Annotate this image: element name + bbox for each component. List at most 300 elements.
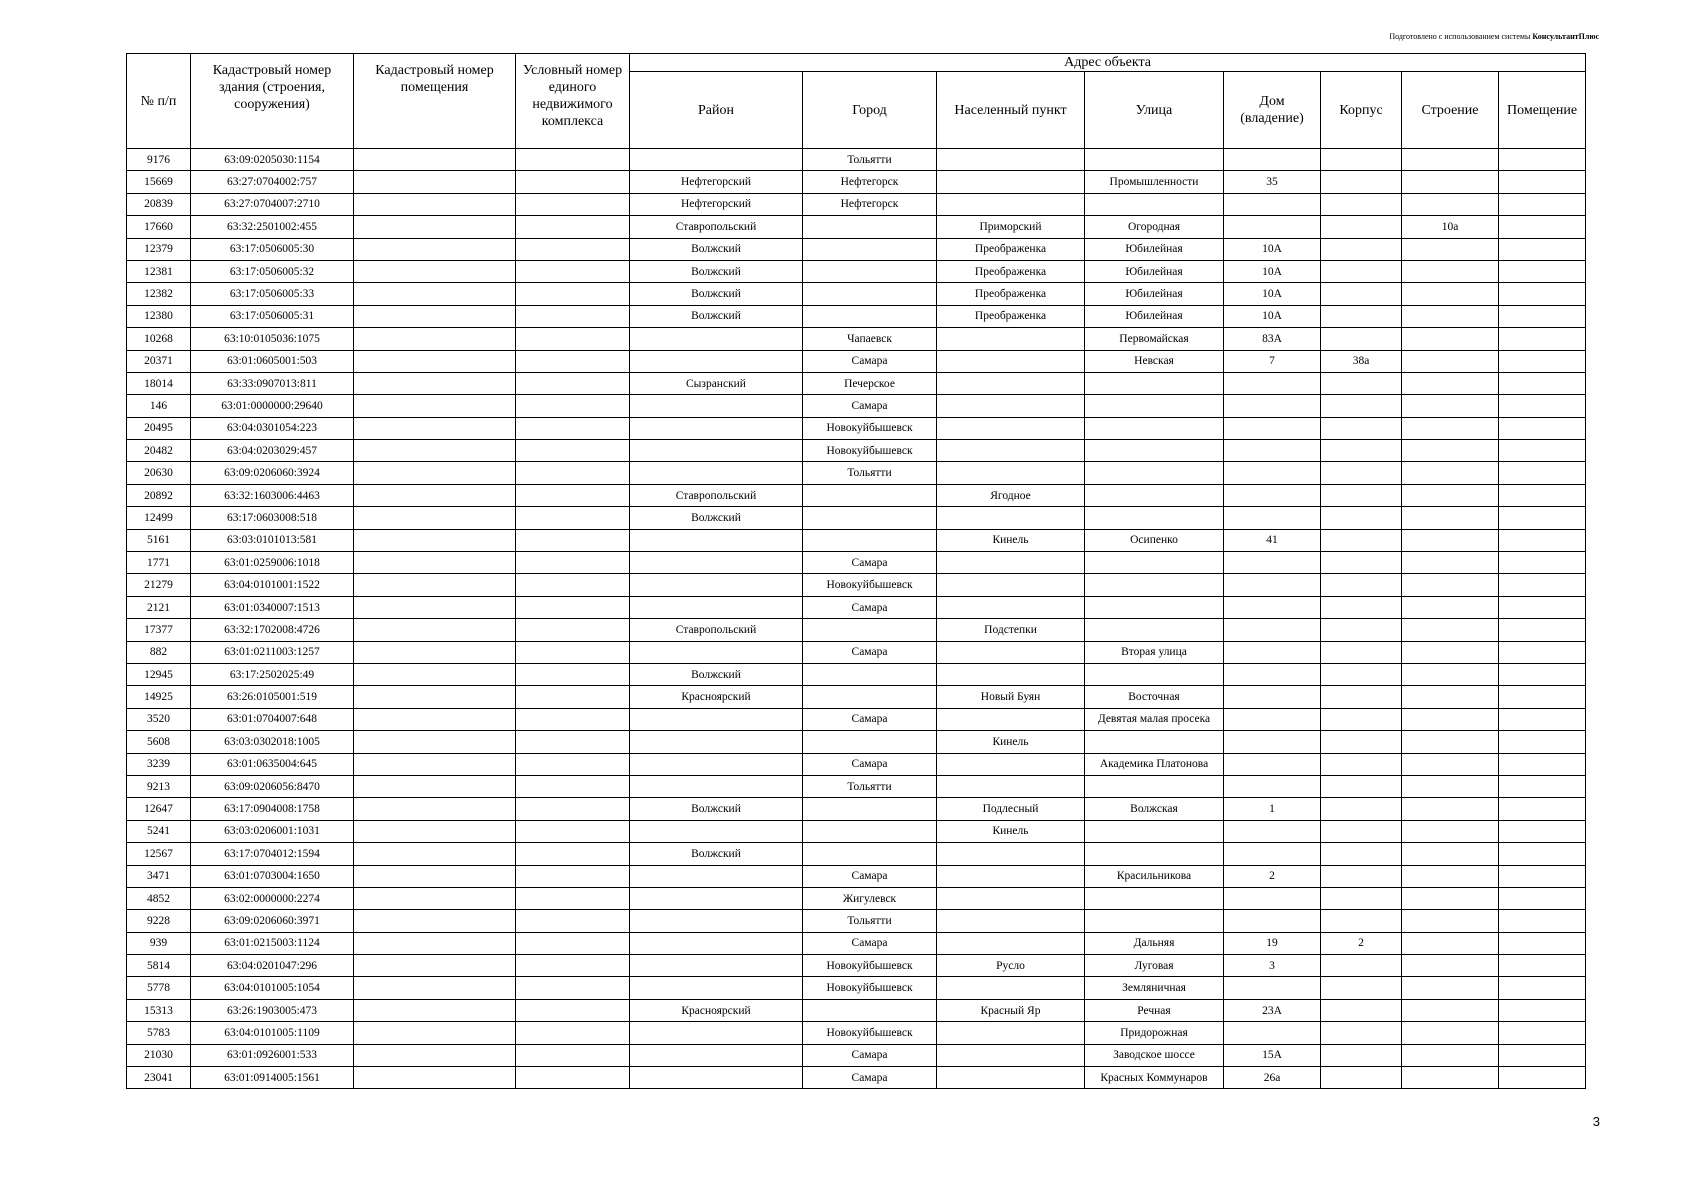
cell-house: 19 [1224, 932, 1321, 954]
cell-room [1499, 552, 1586, 574]
cell-num: 3471 [127, 865, 191, 887]
cell-city: Новокуйбышевск [803, 440, 937, 462]
cell-conditional-number [516, 999, 630, 1021]
cell-street [1085, 843, 1224, 865]
cell-cadastral-premises [354, 663, 516, 685]
cell-cadastral-building: 63:27:0704007:2710 [191, 193, 354, 215]
cell-cadastral-premises [354, 619, 516, 641]
cell-room [1499, 596, 1586, 618]
cell-street: Юбилейная [1085, 305, 1224, 327]
header-city: Город [803, 72, 937, 149]
cell-cadastral-premises [354, 149, 516, 171]
table-row [127, 574, 1586, 596]
cell-structure [1402, 887, 1499, 909]
cell-settlement [937, 865, 1085, 887]
cell-building: 2 [1321, 932, 1402, 954]
cell-structure [1402, 753, 1499, 775]
cell-structure [1402, 529, 1499, 551]
cell-num: 3520 [127, 708, 191, 730]
cell-conditional-number [516, 596, 630, 618]
cell-city: Печерское [803, 372, 937, 394]
cell-structure [1402, 999, 1499, 1021]
table-row [127, 462, 1586, 484]
cell-street: Юбилейная [1085, 260, 1224, 282]
cell-city: Новокуйбышевск [803, 574, 937, 596]
cell-district: Сызранский [630, 372, 803, 394]
cell-street [1085, 372, 1224, 394]
cell-house [1224, 552, 1321, 574]
cell-building [1321, 820, 1402, 842]
table-row [127, 395, 1586, 417]
cell-house: 10А [1224, 283, 1321, 305]
cell-cadastral-building: 63:03:0302018:1005 [191, 731, 354, 753]
cell-settlement [937, 193, 1085, 215]
cell-room [1499, 372, 1586, 394]
cell-settlement [937, 552, 1085, 574]
cell-cadastral-building: 63:04:0101005:1109 [191, 1022, 354, 1044]
cell-building [1321, 843, 1402, 865]
cell-street [1085, 775, 1224, 797]
cell-settlement: Русло [937, 955, 1085, 977]
cell-structure [1402, 641, 1499, 663]
cell-conditional-number [516, 865, 630, 887]
cell-cadastral-premises [354, 932, 516, 954]
header-conditional-number: Условный номер единого недвижимого комплекса [516, 54, 630, 149]
cell-cadastral-premises [354, 798, 516, 820]
table-row [127, 663, 1586, 685]
cell-num: 20630 [127, 462, 191, 484]
cell-building [1321, 865, 1402, 887]
cell-street: Девятая малая просека [1085, 708, 1224, 730]
cell-street [1085, 574, 1224, 596]
cell-num: 20371 [127, 350, 191, 372]
cell-street: Красильникова [1085, 865, 1224, 887]
cell-street [1085, 193, 1224, 215]
cell-room [1499, 686, 1586, 708]
cell-num: 12945 [127, 663, 191, 685]
cell-house [1224, 753, 1321, 775]
cell-house: 7 [1224, 350, 1321, 372]
cell-street [1085, 149, 1224, 171]
cell-city [803, 820, 937, 842]
cell-settlement [937, 663, 1085, 685]
cell-room [1499, 462, 1586, 484]
cell-building [1321, 619, 1402, 641]
cell-city: Тольятти [803, 910, 937, 932]
cell-district [630, 753, 803, 775]
cell-conditional-number [516, 977, 630, 999]
cell-num: 17377 [127, 619, 191, 641]
cell-settlement [937, 395, 1085, 417]
cell-city [803, 686, 937, 708]
cell-city [803, 216, 937, 238]
cell-settlement [937, 1044, 1085, 1066]
cell-settlement [937, 641, 1085, 663]
cell-structure [1402, 663, 1499, 685]
cell-district [630, 887, 803, 909]
cell-cadastral-premises [354, 507, 516, 529]
cell-settlement [937, 910, 1085, 932]
cell-house: 10А [1224, 238, 1321, 260]
cell-num: 14925 [127, 686, 191, 708]
cell-house [1224, 440, 1321, 462]
cell-cadastral-building: 63:04:0101005:1054 [191, 977, 354, 999]
cell-cadastral-premises [354, 999, 516, 1021]
cell-room [1499, 865, 1586, 887]
cell-room [1499, 350, 1586, 372]
cell-structure [1402, 462, 1499, 484]
cell-cadastral-premises [354, 193, 516, 215]
cell-settlement [937, 417, 1085, 439]
table-row [127, 619, 1586, 641]
cell-building [1321, 484, 1402, 506]
cell-district: Ставропольский [630, 484, 803, 506]
table-row [127, 865, 1586, 887]
cell-street: Придорожная [1085, 1022, 1224, 1044]
cell-room [1499, 149, 1586, 171]
cell-num: 5608 [127, 731, 191, 753]
cell-cadastral-premises [354, 865, 516, 887]
cell-city [803, 731, 937, 753]
cell-structure [1402, 865, 1499, 887]
cell-cadastral-building: 63:01:0211003:1257 [191, 641, 354, 663]
cell-city: Самара [803, 641, 937, 663]
cell-num: 4852 [127, 887, 191, 909]
cell-building [1321, 977, 1402, 999]
cell-city [803, 663, 937, 685]
cell-cadastral-building: 63:01:0340007:1513 [191, 596, 354, 618]
cell-building [1321, 1044, 1402, 1066]
cell-district: Волжский [630, 238, 803, 260]
cell-settlement [937, 328, 1085, 350]
header-address-group: Адрес объекта [630, 54, 1586, 72]
cell-room [1499, 910, 1586, 932]
cell-num: 20482 [127, 440, 191, 462]
cell-district: Нефтегорский [630, 171, 803, 193]
cell-house [1224, 574, 1321, 596]
cell-conditional-number [516, 708, 630, 730]
cell-cadastral-building: 63:03:0206001:1031 [191, 820, 354, 842]
cell-room [1499, 171, 1586, 193]
cell-structure [1402, 149, 1499, 171]
cell-structure [1402, 1022, 1499, 1044]
cell-num: 21030 [127, 1044, 191, 1066]
cell-num: 15669 [127, 171, 191, 193]
cell-district: Ставропольский [630, 619, 803, 641]
cell-city: Тольятти [803, 462, 937, 484]
cell-conditional-number [516, 238, 630, 260]
cell-house [1224, 843, 1321, 865]
cell-conditional-number [516, 216, 630, 238]
cell-settlement: Преображенка [937, 283, 1085, 305]
header-cadastral-premises: Кадастровый номер помещения [354, 54, 516, 149]
cell-num: 20839 [127, 193, 191, 215]
table-row [127, 350, 1586, 372]
cell-settlement [937, 775, 1085, 797]
cell-num: 9228 [127, 910, 191, 932]
table-row [127, 1044, 1586, 1066]
cell-city: Самара [803, 753, 937, 775]
header-district: Район [630, 72, 803, 149]
cell-room [1499, 484, 1586, 506]
cell-city [803, 798, 937, 820]
cell-building [1321, 686, 1402, 708]
cell-city [803, 619, 937, 641]
cell-cadastral-premises [354, 910, 516, 932]
cell-structure [1402, 552, 1499, 574]
table-row [127, 507, 1586, 529]
cell-district: Нефтегорский [630, 193, 803, 215]
cell-conditional-number [516, 955, 630, 977]
source-note [1389, 32, 1599, 41]
cell-cadastral-building: 63:09:0205030:1154 [191, 149, 354, 171]
cell-street [1085, 417, 1224, 439]
cell-district [630, 955, 803, 977]
cell-cadastral-premises [354, 552, 516, 574]
table-row [127, 1022, 1586, 1044]
header-cadastral-building: Кадастровый номер здания (строения, сооружения) [191, 54, 354, 149]
table-row [127, 596, 1586, 618]
cell-room [1499, 977, 1586, 999]
cell-cadastral-building: 63:01:0215003:1124 [191, 932, 354, 954]
cell-cadastral-premises [354, 350, 516, 372]
cell-building [1321, 1022, 1402, 1044]
cell-cadastral-premises [354, 686, 516, 708]
cell-cadastral-building: 63:04:0101001:1522 [191, 574, 354, 596]
cell-building [1321, 910, 1402, 932]
table-row [127, 999, 1586, 1021]
cell-building [1321, 1067, 1402, 1089]
cell-conditional-number [516, 193, 630, 215]
cell-structure [1402, 798, 1499, 820]
cell-cadastral-building: 63:17:0704012:1594 [191, 843, 354, 865]
cell-building [1321, 887, 1402, 909]
cell-conditional-number [516, 552, 630, 574]
table-row [127, 910, 1586, 932]
cell-cadastral-premises [354, 260, 516, 282]
cell-cadastral-premises [354, 641, 516, 663]
cell-conditional-number [516, 887, 630, 909]
cell-building [1321, 462, 1402, 484]
cell-house: 41 [1224, 529, 1321, 551]
cell-street [1085, 887, 1224, 909]
cell-house [1224, 462, 1321, 484]
cell-house: 15А [1224, 1044, 1321, 1066]
cell-settlement [937, 596, 1085, 618]
cell-street [1085, 910, 1224, 932]
cell-street: Вторая улица [1085, 641, 1224, 663]
cell-house [1224, 641, 1321, 663]
cell-street [1085, 731, 1224, 753]
cell-house [1224, 887, 1321, 909]
cell-structure [1402, 619, 1499, 641]
cell-cadastral-premises [354, 529, 516, 551]
cell-room [1499, 619, 1586, 641]
cell-settlement: Подстепки [937, 619, 1085, 641]
table-row [127, 708, 1586, 730]
cell-cadastral-premises [354, 775, 516, 797]
cell-structure [1402, 171, 1499, 193]
cell-room [1499, 731, 1586, 753]
cell-structure [1402, 1067, 1499, 1089]
cell-num: 146 [127, 395, 191, 417]
cell-city [803, 238, 937, 260]
cell-structure [1402, 596, 1499, 618]
cell-cadastral-premises [354, 484, 516, 506]
cell-cadastral-building: 63:01:0914005:1561 [191, 1067, 354, 1089]
cell-house [1224, 395, 1321, 417]
cell-city [803, 999, 937, 1021]
cell-settlement [937, 171, 1085, 193]
cell-district [630, 462, 803, 484]
cell-house [1224, 619, 1321, 641]
cell-conditional-number [516, 910, 630, 932]
cell-cadastral-premises [354, 1044, 516, 1066]
cell-conditional-number [516, 686, 630, 708]
cell-conditional-number [516, 1044, 630, 1066]
cell-cadastral-premises [354, 955, 516, 977]
cell-cadastral-building: 63:32:1702008:4726 [191, 619, 354, 641]
cell-district [630, 775, 803, 797]
cell-num: 12379 [127, 238, 191, 260]
cell-num: 12381 [127, 260, 191, 282]
cell-house [1224, 216, 1321, 238]
cell-cadastral-building: 63:17:0904008:1758 [191, 798, 354, 820]
cell-city: Самара [803, 395, 937, 417]
cell-building [1321, 574, 1402, 596]
cell-cadastral-building: 63:02:0000000:2274 [191, 887, 354, 909]
cell-building [1321, 955, 1402, 977]
cell-cadastral-building: 63:17:0506005:32 [191, 260, 354, 282]
cell-street: Земляничная [1085, 977, 1224, 999]
cell-cadastral-premises [354, 1022, 516, 1044]
cell-district [630, 708, 803, 730]
cell-cadastral-building: 63:17:0506005:30 [191, 238, 354, 260]
cell-city: Нефтегорск [803, 193, 937, 215]
cell-cadastral-building: 63:32:2501002:455 [191, 216, 354, 238]
cell-conditional-number [516, 731, 630, 753]
cell-room [1499, 529, 1586, 551]
cell-district: Волжский [630, 283, 803, 305]
table-row [127, 552, 1586, 574]
cell-cadastral-building: 63:33:0907013:811 [191, 372, 354, 394]
cell-cadastral-premises [354, 395, 516, 417]
cell-district: Волжский [630, 507, 803, 529]
cell-house [1224, 484, 1321, 506]
table-row [127, 753, 1586, 775]
table-row [127, 932, 1586, 954]
cell-structure [1402, 484, 1499, 506]
cell-conditional-number [516, 753, 630, 775]
table-row [127, 1067, 1586, 1089]
cell-building [1321, 260, 1402, 282]
cell-building [1321, 171, 1402, 193]
cell-cadastral-premises [354, 708, 516, 730]
cell-district [630, 328, 803, 350]
cell-structure [1402, 193, 1499, 215]
cell-structure [1402, 440, 1499, 462]
cell-city: Новокуйбышевск [803, 977, 937, 999]
table-row [127, 775, 1586, 797]
cell-room [1499, 193, 1586, 215]
cell-house: 3 [1224, 955, 1321, 977]
cell-building [1321, 328, 1402, 350]
cell-city: Нефтегорск [803, 171, 937, 193]
cell-conditional-number [516, 283, 630, 305]
cell-room [1499, 999, 1586, 1021]
table-row [127, 529, 1586, 551]
cell-city: Самара [803, 1067, 937, 1089]
cell-cadastral-premises [354, 574, 516, 596]
cell-cadastral-building: 63:17:0506005:33 [191, 283, 354, 305]
cell-num: 23041 [127, 1067, 191, 1089]
cell-city: Тольятти [803, 149, 937, 171]
cell-street [1085, 663, 1224, 685]
cell-room [1499, 1044, 1586, 1066]
cell-building [1321, 507, 1402, 529]
cell-house [1224, 708, 1321, 730]
cell-settlement [937, 149, 1085, 171]
cell-building [1321, 596, 1402, 618]
cell-conditional-number [516, 440, 630, 462]
cell-cadastral-premises [354, 977, 516, 999]
cell-settlement [937, 843, 1085, 865]
cell-cadastral-building: 63:17:0506005:31 [191, 305, 354, 327]
cell-structure [1402, 843, 1499, 865]
cell-cadastral-building: 63:03:0101013:581 [191, 529, 354, 551]
cell-structure [1402, 775, 1499, 797]
cell-district [630, 440, 803, 462]
cell-room [1499, 305, 1586, 327]
cell-city: Самара [803, 708, 937, 730]
cell-settlement: Кинель [937, 529, 1085, 551]
cell-structure [1402, 820, 1499, 842]
cell-city: Новокуйбышевск [803, 955, 937, 977]
cell-settlement [937, 708, 1085, 730]
cell-street [1085, 552, 1224, 574]
cell-city: Новокуйбышевск [803, 1022, 937, 1044]
cell-room [1499, 887, 1586, 909]
cell-conditional-number [516, 619, 630, 641]
cell-building [1321, 417, 1402, 439]
cell-district: Красноярский [630, 686, 803, 708]
cell-district [630, 865, 803, 887]
cell-structure [1402, 731, 1499, 753]
cell-city: Жигулевск [803, 887, 937, 909]
cell-city [803, 305, 937, 327]
cell-cadastral-premises [354, 440, 516, 462]
cell-house: 10А [1224, 260, 1321, 282]
cell-settlement: Приморский [937, 216, 1085, 238]
cell-city: Самара [803, 865, 937, 887]
cell-room [1499, 1022, 1586, 1044]
cell-num: 12567 [127, 843, 191, 865]
cell-district [630, 395, 803, 417]
cell-street: Академика Платонова [1085, 753, 1224, 775]
cell-settlement: Преображенка [937, 305, 1085, 327]
table-row [127, 843, 1586, 865]
cell-settlement [937, 372, 1085, 394]
cell-settlement [937, 932, 1085, 954]
cell-cadastral-building: 63:10:0105036:1075 [191, 328, 354, 350]
cell-structure [1402, 328, 1499, 350]
cell-cadastral-building: 63:09:0206056:8470 [191, 775, 354, 797]
cell-num: 15313 [127, 999, 191, 1021]
cell-cadastral-building: 63:04:0203029:457 [191, 440, 354, 462]
cell-house [1224, 193, 1321, 215]
cell-street [1085, 395, 1224, 417]
cell-cadastral-building: 63:01:0000000:29640 [191, 395, 354, 417]
